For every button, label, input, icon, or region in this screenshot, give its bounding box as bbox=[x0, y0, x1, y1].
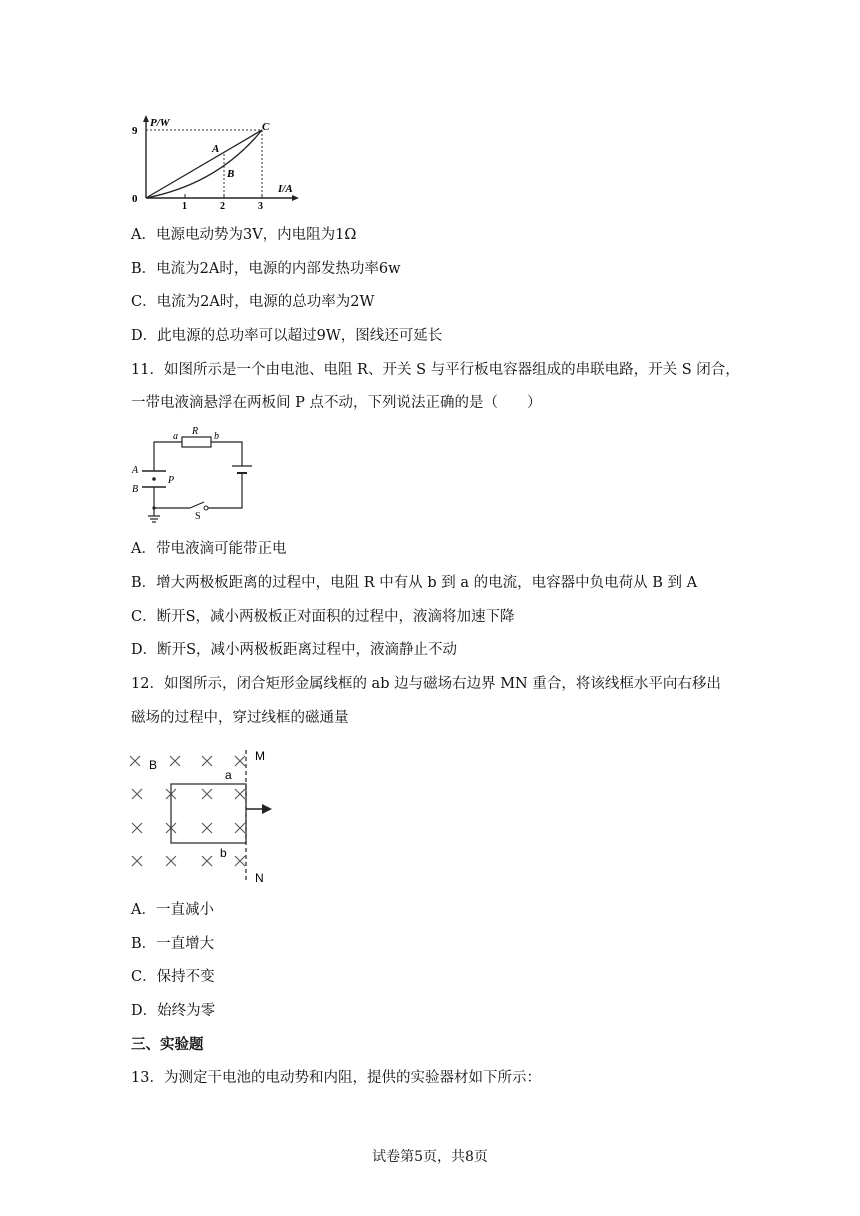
q11-option-c: C．断开S，减小两极板正对面积的过程中，液滴将加速下降 bbox=[131, 609, 515, 625]
line-oc bbox=[146, 130, 262, 198]
q12-stem-line2: 磁场的过程中，穿过线框的磁通量 bbox=[131, 710, 349, 726]
label-p: P bbox=[168, 475, 175, 486]
switch-contact bbox=[204, 506, 208, 510]
x-axis-label: I/A bbox=[278, 183, 293, 195]
point-b-label: B bbox=[227, 168, 235, 180]
y-axis-arrow bbox=[143, 115, 149, 122]
label-plate-b: B bbox=[132, 484, 139, 495]
q10-option-b: B．电流为2A时，电源的内部发热功率6w bbox=[131, 261, 401, 277]
q10-option-c: C．电流为2A时，电源的总功率为2W bbox=[131, 294, 375, 310]
page-footer: 试卷第5页，共8页 bbox=[372, 1149, 488, 1165]
q11-option-b: B．增大两极板距离的过程中，电阻 R 中有从 b 到 a 的电流，电容器中负电荷从 B 到 A bbox=[131, 575, 698, 591]
label-r: R bbox=[192, 426, 199, 437]
x-tick-1: 1 bbox=[182, 201, 187, 212]
label-b: b bbox=[214, 431, 219, 442]
x-tick-2: 2 bbox=[220, 201, 225, 212]
label-n: N bbox=[255, 871, 264, 885]
q12-stem-line1: 12．如图所示，闭合矩形金属线框的 ab 边与磁场右边界 MN 重合，将该线框水平向右移出 bbox=[131, 676, 721, 692]
label-edge-a: a bbox=[225, 768, 232, 782]
q12-option-b: B．一直增大 bbox=[131, 936, 215, 952]
q12-option-c: C．保持不变 bbox=[131, 969, 215, 985]
origin-label: 0 bbox=[132, 193, 138, 205]
q10-option-a: A．电源电动势为3V，内电阻为1Ω bbox=[131, 227, 357, 243]
motion-arrowhead bbox=[262, 804, 272, 814]
q11-option-d: D．断开S，减小两极板距离过程中，液滴静止不动 bbox=[131, 642, 458, 658]
label-edge-b: b bbox=[220, 846, 227, 860]
x-tick-3: 3 bbox=[258, 201, 263, 212]
droplet-p bbox=[152, 477, 156, 481]
y-tick-9: 9 bbox=[132, 125, 138, 137]
magnetic-field-figure bbox=[126, 744, 276, 888]
y-axis-label: P/W bbox=[150, 117, 170, 129]
q13-stem: 13．为测定干电池的电动势和内阻，提供的实验器材如下所示： bbox=[131, 1070, 541, 1086]
label-field-b: B bbox=[149, 758, 158, 772]
x-axis-arrow bbox=[292, 195, 299, 201]
point-a-label: A bbox=[212, 143, 220, 155]
point-c-label: C bbox=[262, 121, 270, 133]
label-m: M bbox=[255, 749, 265, 763]
q11-stem-line2: 一带电液滴悬浮在两板间 P 点不动，下列说法正确的是（ ） bbox=[131, 395, 542, 411]
switch-blade bbox=[190, 502, 204, 508]
q11-stem-line1: 11．如图所示是一个由电池、电阻 R、开关 S 与平行板电容器组成的串联电路，开关 S 闭合， bbox=[131, 362, 740, 378]
label-a: a bbox=[173, 431, 178, 442]
label-plate-a: A bbox=[132, 465, 139, 476]
label-s: S bbox=[195, 511, 201, 522]
section-heading: 三、实验题 bbox=[131, 1036, 204, 1053]
q11-option-a: A．带电液滴可能带正电 bbox=[131, 541, 287, 557]
q12-option-d: D．始终为零 bbox=[131, 1003, 216, 1019]
power-current-graph bbox=[128, 112, 308, 214]
capacitor-circuit bbox=[128, 424, 258, 524]
resistor-r bbox=[182, 437, 211, 447]
q12-option-a: A．一直减小 bbox=[131, 902, 214, 918]
q10-option-d: D．此电源的总功率可以超过9W，图线还可延长 bbox=[131, 328, 443, 344]
